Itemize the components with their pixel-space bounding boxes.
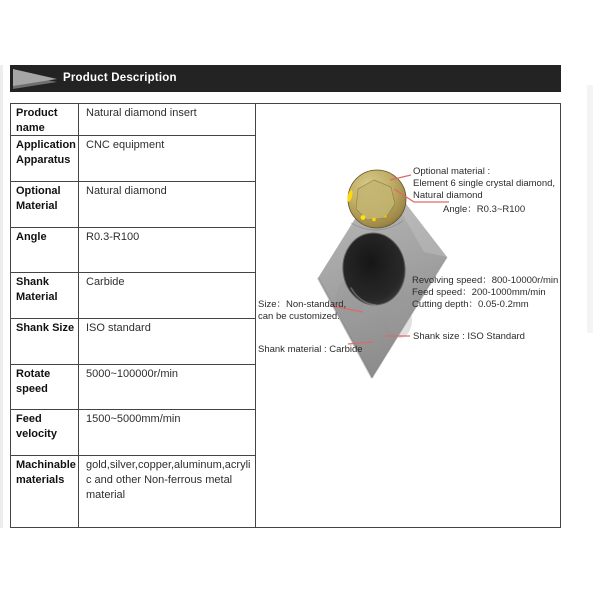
row-label: Machinable materials: [11, 456, 79, 527]
row-value: ISO standard: [86, 322, 151, 334]
row-value: gold,silver,copper,aluminum,acrylic and other Non-ferrous metal material: [86, 459, 251, 501]
row-label: Product name: [11, 104, 79, 135]
annotation-line: Natural diamond: [413, 190, 483, 201]
row-value: Carbide: [86, 276, 125, 288]
annotation-optional-material: [413, 166, 555, 202]
row-label: Feed velocity: [11, 410, 79, 455]
annotation-line: Optional material :: [413, 166, 491, 177]
annotation-shank-material: Shank material : Carbide: [258, 344, 363, 355]
section-header: [10, 65, 561, 92]
annotation-line: Element 6 single crystal diamond,: [413, 178, 556, 189]
annotation-size: [258, 299, 346, 323]
table-row: [11, 228, 255, 273]
table-row: [11, 456, 255, 527]
row-label: Optional Material: [11, 182, 79, 227]
row-label: Shank Size: [11, 319, 79, 364]
annotation-line: Cutting depth：0.05-0.2mm: [412, 299, 529, 310]
section-title: Product Description: [63, 72, 177, 84]
arrow-icon: [12, 68, 62, 90]
spec-table-left: [11, 104, 256, 527]
row-label: Application Apparatus: [11, 136, 79, 181]
table-row: [11, 319, 255, 365]
row-value: Natural diamond insert: [86, 107, 197, 119]
table-row: [11, 104, 255, 136]
table-row: [11, 136, 255, 182]
row-value: CNC equipment: [86, 139, 165, 151]
row-value: 5000~100000r/min: [86, 368, 179, 380]
annotation-line: Feed speed：200-1000mm/min: [412, 287, 546, 298]
row-value: R0.3-R100: [86, 231, 140, 243]
row-value: 1500~5000mm/min: [86, 413, 181, 425]
row-label: Rotate speed: [11, 365, 79, 409]
annotation-line: Revolving speed：800-10000r/min: [412, 275, 559, 286]
page-right-edge: [587, 85, 593, 333]
product-figure: [256, 104, 560, 527]
table-row: [11, 273, 255, 319]
annotation-cutting-params: [412, 275, 558, 311]
annotation-line: can be customized.: [258, 311, 340, 322]
table-row: [11, 365, 255, 410]
row-value: Natural diamond: [86, 185, 167, 197]
table-row: [11, 182, 255, 228]
table-row: [11, 410, 255, 456]
row-label: Angle: [11, 228, 79, 272]
annotation-angle: Angle：R0.3~R100: [443, 204, 526, 215]
row-label: Shank Material: [11, 273, 79, 318]
page-left-edge: [0, 65, 3, 528]
annotation-line: Size：Non-standard,: [258, 299, 347, 310]
annotation-shank-size: Shank size : ISO Standard: [413, 331, 525, 342]
product-spec-table: [10, 103, 561, 528]
